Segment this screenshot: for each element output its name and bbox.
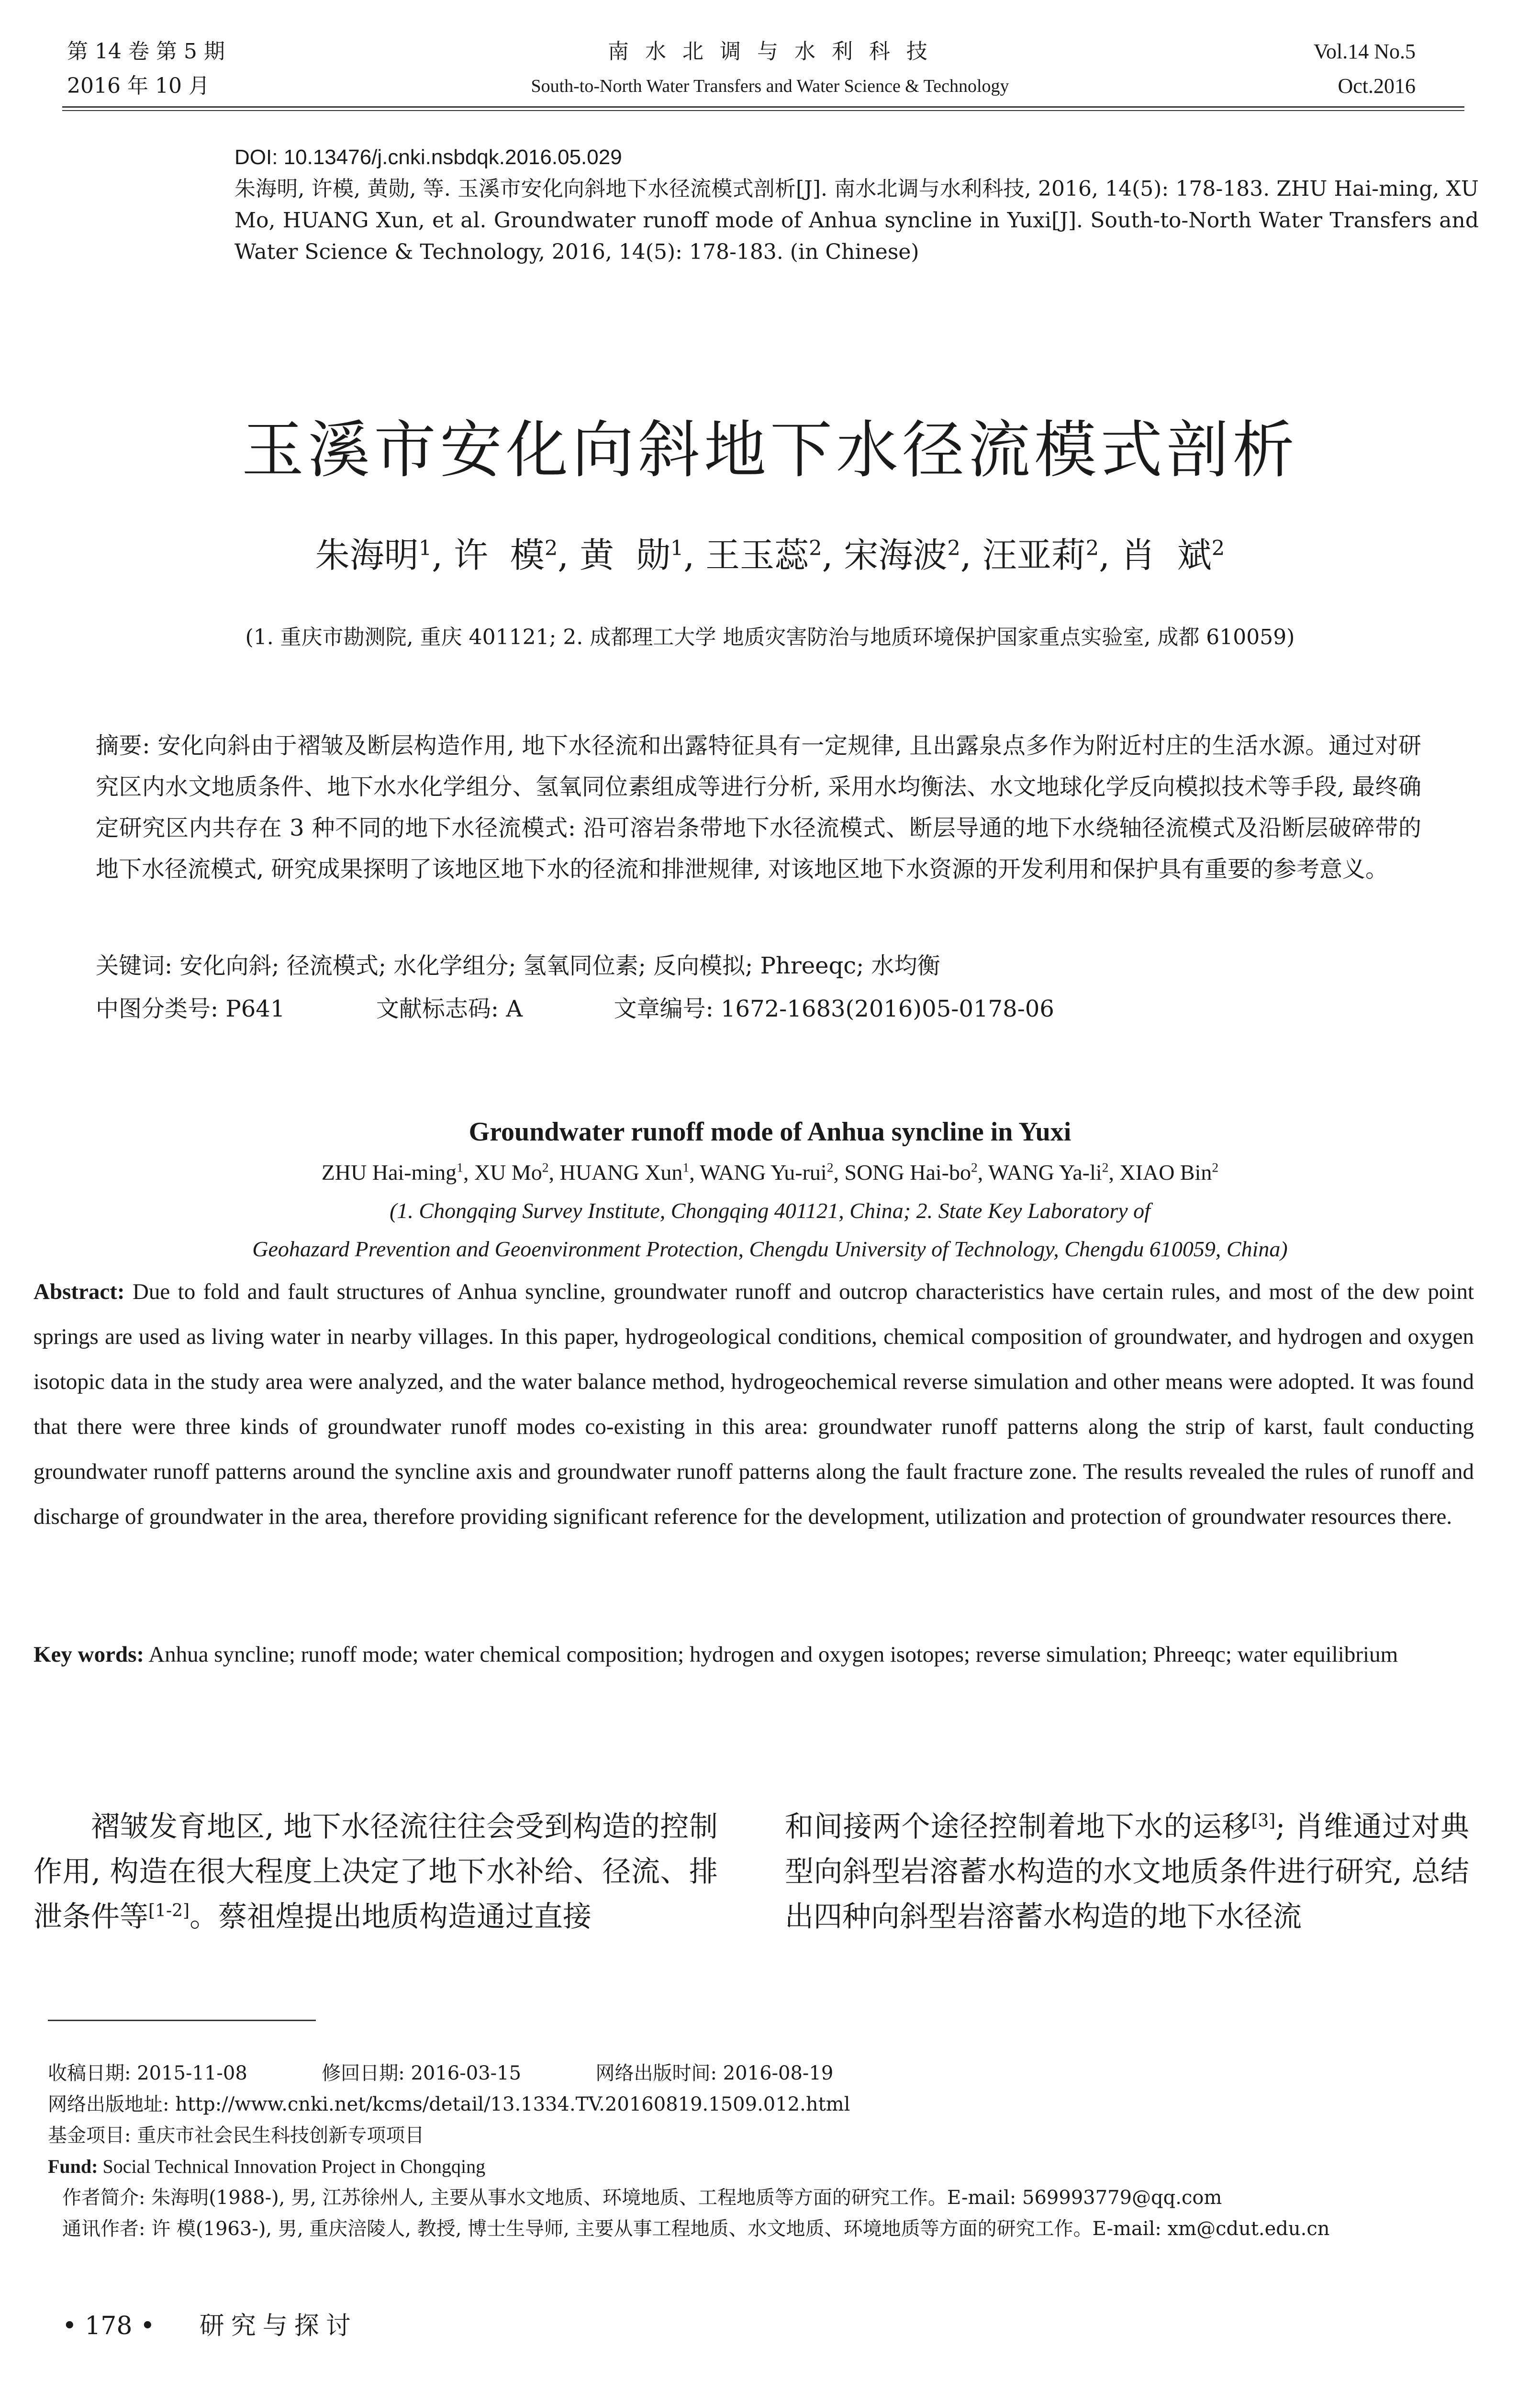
english-affiliation-line2: Geohazard Prevention and Geoenvironment Protection, Chengdu University of Technology, Chengdu 610059, China) (252, 1237, 1288, 1261)
footnote-corresponding-author: 通讯作者: 许 模(1963-), 男, 重庆涪陵人, 教授, 博士生导师, 主要从事工程地质、水文地质、环境地质等方面的研究工作。E-mail: xm@cdut.edu.cn (62, 2218, 1330, 2240)
online-date: 网络出版时间: 2016-08-19 (595, 2062, 834, 2084)
author-affiliation-mark: 2 (544, 537, 558, 560)
header-journal-en: South-to-North Water Transfers and Water Science & Technology (531, 76, 1009, 96)
doc-code-label: 文献标志码 (376, 995, 491, 1022)
author-affiliation-mark: 2 (809, 537, 822, 560)
keywords-cn: 关键词: 安化向斜; 径流模式; 水化学组分; 氢氧同位素; 反向模拟; Phreeqc; 水均衡 (96, 952, 940, 979)
revised-date: 修回日期: 2016-03-15 (322, 2062, 522, 2084)
fund-en-text: Social Technical Innovation Project in Chongqing (102, 2156, 486, 2177)
author-name: 肖 斌 (1120, 535, 1212, 575)
body-right-column: 和间接两个途径控制着地下水的运移[3]; 肖维通过对典型向斜型岩溶蓄水构造的水文地质条件进行研究, 总结出四种向斜型岩溶蓄水构造的地下水径流 (785, 1810, 1470, 1934)
english-authors: ZHU Hai-ming$^1$, XU Mo$^2$, HUANG Xun$^1$, WANG Yu-rui$^2$, SONG Hai-$bo^2$, WANG $Ya-li^2$, XIAO Bin$^2$ (321, 1160, 1219, 1185)
abstract-cn: 摘要: 安化向斜由于褶皱及断层构造作用, 地下水径流和出露特征具有一定规律, 且出露泉点多作为附近村庄的生活水源。通过对研究区内水文地质条件、地下水水化学组分、氢氧同位素组成等进行分析, 采用水均衡法、水文地球化学反向模拟技术等手段, 最终确定研究区内共存在 3 种不同的地下水径流模式: 沿可溶岩条带地下水径流模式、断层导通的地下水绕轴径流模式及沿断层破碎带的地下水径流模式, 研究成果探明了该地区地下水的径流和排泄规律, 对该地区地下水资源的开发利用和保护具有重要的参考意义。 (96, 732, 1421, 883)
section-name: 研究与探讨 (199, 2312, 357, 2340)
author-affiliation-mark: 1 (418, 537, 432, 560)
author-name: 汪亚莉 (982, 535, 1086, 575)
author-name: 王玉蕊 (705, 535, 809, 575)
clc-label: 中图分类号 (96, 995, 211, 1022)
page-number: • 178 • (62, 2312, 155, 2340)
fund-en-label: Fund: (48, 2156, 98, 2177)
abstract-cn-text: 安化向斜由于褶皱及断层构造作用, 地下水径流和出露特征具有一定规律, 且出露泉点多作为附近村庄的生活水源。通过对研究区内水文地质条件、地下水水化学组分、氢氧同位素组成等进行分析, 采用水均衡法、水文地球化学反向模拟技术等手段, 最终确定研究区内共存在 3 种不同的地下水径流模式: 沿可溶岩条带地下水径流模式、断层导通的地下水绕轴径流模式及沿断层破碎带的地下水径流模式, 研究成果探明了该地区地下水的径流和排泄规律, 对该地区地下水资源的开发利用和保护具有重要的参考意义。 (96, 732, 1421, 883)
header-month-year: Oct.2016 (1338, 74, 1416, 98)
body-left-column: 褶皱发育地区, 地下水径流往往会受到构造的控制作用, 构造在很大程度上决定了地下水补给、径流、排泄条件等[1-2]。蔡祖煌提出地质构造通过直接 (33, 1810, 718, 1934)
author-affiliation-mark: 2 (1085, 537, 1099, 560)
doi: DOI: 10.13476/j.cnki.nsbdqk.2016.05.029 (234, 145, 622, 169)
author-name: 宋海波 (844, 535, 948, 575)
keywords-en-label: Key words: (33, 1642, 145, 1667)
footnote-author-bio: 作者简介: 朱海明(1988-), 男, 江苏徐州人, 主要从事水文地质、环境地质、工程地质等方面的研究工作。E-mail: 569993779@qq.com (62, 2187, 1222, 2209)
footnote-dates (48, 2058, 1493, 2089)
abstract-en-label: Abstract: (33, 1279, 125, 1304)
author-list: 朱海明$^1$, 许 模$^2$, 黄 勋$^1$, 王玉蕊$^2$, 宋海波$^2$, 汪亚莉$^2$, 肖 斌$^2$ (315, 535, 1225, 575)
header-rule-thin (62, 110, 1464, 111)
author-affiliation-mark: 1 (670, 537, 684, 560)
affiliation-cn: (1. 重庆市勘测院, 重庆 401121; 2. 成都理工大学 地质灾害防治与地质环境保护国家重点实验室, 成都 610059) (245, 625, 1295, 649)
page-footer (62, 2309, 357, 2343)
author-affiliation-mark: 2 (947, 537, 960, 560)
article-no-label: 文章编号 (614, 995, 706, 1022)
author-name: 许 模 (454, 535, 545, 575)
keywords-en-text: Anhua syncline; runoff mode; water chemical composition; hydrogen and oxygen isotopes; reverse simulation; Phreeqc; water equilibrium (148, 1642, 1398, 1667)
english-title: Groundwater runoff mode of Anhua syncline in Yuxi (469, 1117, 1071, 1147)
header-rule (62, 106, 1464, 108)
keywords-cn-text: 安化向斜; 径流模式; 水化学组分; 氢氧同位素; 反向模拟; Phreeqc; 水均衡 (179, 952, 940, 979)
footnote-fund-cn: 基金项目: 重庆市社会民生科技创新专项项目 (48, 2125, 424, 2147)
clc-value: P641 (225, 995, 285, 1022)
article-no-value: 1672-1683(2016)05-0178-06 (721, 995, 1054, 1022)
abstract-en-text: Due to fold and fault structures of Anhua syncline, groundwater runoff and outcrop characteristics have certain rules, and most of the dew point springs are used as living water in nearby villages. In this paper, hydrogeological conditions, chemical composition of groundwater, and hydrogen and oxygen isotopic data in the study area were analyzed, and the water balance method, hydrogeochemical reverse simulation and other means were adopted. It was found that there were three kinds of groundwater runoff modes co-existing in this area: groundwater runoff patterns along the strip of karst, fault conducting groundwater runoff patterns around the syncline axis and groundwater runoff patterns along the fault fracture zone. The results revealed the rules of runoff and discharge of groundwater in the area, therefore providing significant reference for the development, utilization and protection of groundwater resources there. (33, 1279, 1474, 1529)
english-affiliation-line1: (1. Chongqing Survey Institute, Chongqing 401121, China; 2. State Key Laboratory of (390, 1198, 1150, 1223)
header-volume: 第 14 卷 第 5 期 (67, 39, 225, 64)
footnote-rule (48, 2020, 316, 2021)
keywords-en (33, 1632, 1474, 1677)
header-journal-cn: 南 水 北 调 与 水 利 科 技 (608, 39, 932, 64)
received-date: 收稿日期: 2015-11-08 (48, 2062, 247, 2084)
keywords-cn-label: 关键词 (96, 952, 165, 979)
abstract-cn-label: 摘要 (96, 732, 143, 759)
abstract-en (33, 1269, 1474, 1539)
classification-line: 中图分类号: P641 文献标志码: A 文章编号: 1672-1683(2016)05-0178-06 (96, 995, 1054, 1022)
author-name: 朱海明 (315, 535, 419, 575)
page-title: 玉溪市安化向斜地下水径流模式剖析 (241, 414, 1298, 486)
header-vol-no: Vol.14 No.5 (1313, 40, 1416, 63)
doc-code-value: A (506, 995, 523, 1022)
author-name: 黄 勋 (580, 535, 670, 575)
citation-reference: 朱海明, 许模, 黄勋, 等. 玉溪市安化向斜地下水径流模式剖析[J]. 南水北调与水利科技, 2016, 14(5): 178-183. ZHU Hai-ming, XU Mo, HUANG Xun, et al. Groundwater runoff mode of Anhua syncline in Yuxi[J]. South-to-North Water Transfers and Water Science & Technology, 2016, 14(5): 178-183. (in Chinese) (234, 177, 1479, 264)
author-affiliation-mark: 2 (1211, 537, 1225, 560)
footnote-fund-en (48, 2151, 1493, 2182)
header-date: 2016 年 10 月 (67, 74, 210, 98)
footnote-online-url: 网络出版地址: http://www.cnki.net/kcms/detail/13.1334.TV.20160819.1509.012.html (48, 2093, 850, 2115)
